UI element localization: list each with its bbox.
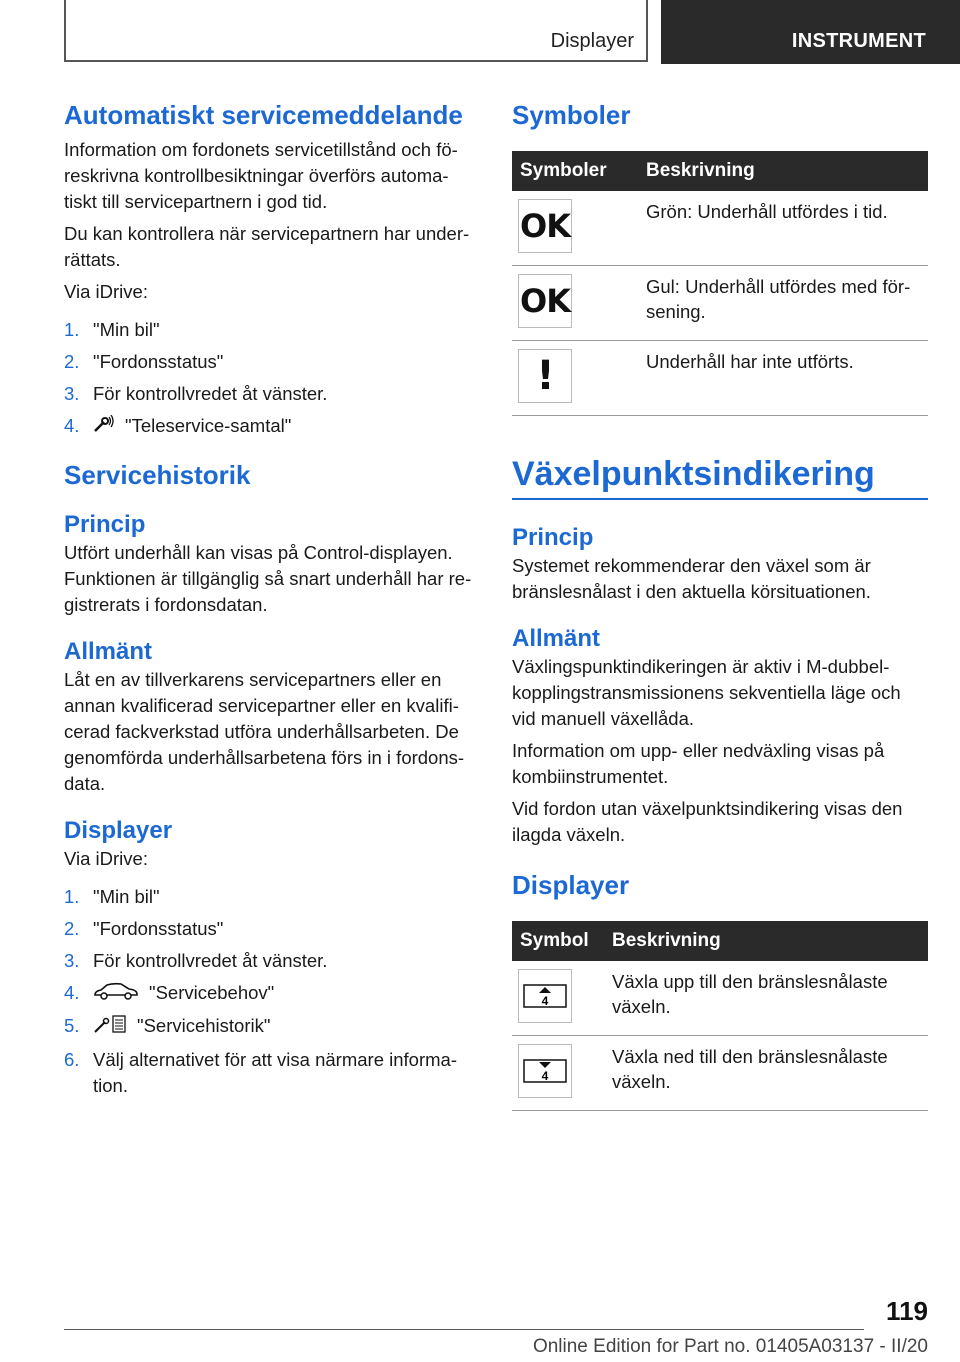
header-section-tab	[64, 0, 648, 62]
table-row: OK Grön: Underhåll utfördes i tid.	[512, 191, 928, 266]
right-column	[512, 100, 928, 1111]
left-column	[64, 100, 478, 1105]
para-via-idrive-2: Via iDrive:	[64, 847, 148, 869]
heading-service-history: Servicehistorik	[64, 460, 251, 491]
symbols-table	[512, 151, 928, 416]
footer-edition: Online Edition for Part no. 01405A03137 - II/20	[532, 1336, 928, 1357]
list-item: 4. "Servicebehov"	[64, 980, 478, 1007]
list-item: 2. "Fordonsstatus"	[64, 351, 224, 373]
table-row: 4 Växla ned till den bränslesnålaste växeln.	[512, 1036, 928, 1111]
wrench-phone-icon	[93, 414, 115, 440]
heading-allmant-right: Allmänt	[512, 625, 601, 653]
page-number: 119	[886, 1296, 928, 1326]
header-chapter-label: INSTRUMENT	[791, 30, 926, 52]
heading-allmant-left: Allmänt	[64, 638, 153, 666]
para-allmant-right-1: Växlingspunktindikeringen är aktiv i M-dubbel-kopplingstransmissionens sekventiella läge och vid manuell växellåda.	[512, 655, 901, 729]
car-icon	[93, 981, 139, 1007]
table-row: 4 Växla upp till den bränslesnålaste växeln.	[512, 961, 928, 1036]
list-item: 5. "Servicehistorik"	[64, 1013, 478, 1041]
para-auto-2: Du kan kontrollera när servicepartnern har under-rättats.	[64, 223, 470, 271]
ok-green-icon: OK	[518, 199, 572, 253]
header-chapter-tab	[661, 0, 960, 64]
col-header-description: Beskrivning	[638, 151, 928, 191]
list-item: 3. För kontrollvredet åt vänster.	[64, 383, 328, 405]
heading-princip-left: Princip	[64, 511, 146, 539]
ok-yellow-icon: OK	[518, 274, 572, 328]
heading-princip-right: Princip	[512, 524, 594, 552]
list-item: 3. För kontrollvredet åt vänster.	[64, 949, 328, 971]
svg-text:4: 4	[541, 1069, 549, 1084]
para-allmant-right-2: Information om upp- eller nedväxling visas på kombiinstrumentet.	[512, 739, 885, 787]
col-header-symbol: Symboler	[512, 151, 638, 191]
gear-down-icon	[518, 1044, 572, 1098]
table-row: OK Gul: Underhåll utfördes med för-sening.	[512, 266, 928, 341]
steps-list-1	[64, 317, 478, 440]
heading-gear-shift-indicator: Växelpunktsindikering	[512, 452, 928, 500]
col-header-symbol-2: Symbol	[512, 921, 604, 961]
svg-text:4: 4	[541, 994, 549, 1009]
para-allmant-right-3: Vid fordon utan växelpunktsindikering visas den ilagda växeln.	[512, 797, 903, 845]
list-item: 4. "Teleservice-samtal"	[64, 413, 478, 440]
heading-auto-service: Automatiskt servicemeddelande	[64, 100, 463, 130]
footer-divider	[64, 1329, 864, 1330]
list-item: 6. Välj alternativet för att visa närmare informa-tion.	[64, 1048, 457, 1096]
heading-displayer-left: Displayer	[64, 817, 173, 845]
gear-up-icon	[518, 969, 572, 1023]
heading-symboler: Symboler	[512, 100, 631, 130]
list-item: 1. "Min bil"	[64, 885, 160, 907]
para-princip-right: Systemet rekommenderar den växel som är bränslesnålast i den aktuella körsituationen.	[512, 555, 871, 603]
header-section-label: Displayer	[550, 30, 634, 52]
list-item: 1. "Min bil"	[64, 319, 160, 341]
col-header-description-2: Beskrivning	[604, 921, 928, 961]
list-item: 2. "Fordonsstatus"	[64, 917, 224, 939]
heading-displayer-right: Displayer	[512, 869, 630, 900]
exclamation-icon: !	[518, 349, 572, 403]
steps-list-2	[64, 884, 478, 1099]
para-princip-left: Utfört underhåll kan visas på Control-displayen. Funktionen är tillgänglig så snart underhåll har re-gistrerats i fordonsdatan.	[64, 542, 472, 616]
table-row: ! Underhåll har inte utförts.	[512, 341, 928, 416]
service-history-icon	[93, 1014, 127, 1041]
para-auto-1: Information om fordonets servicetillstånd och fö-reskrivna kontrollbesiktningar överförs automa-tiskt till servicepartnern i god tid.	[64, 139, 458, 213]
para-via-idrive-1: Via iDrive:	[64, 281, 148, 303]
gear-symbols-table	[512, 921, 928, 1111]
para-allmant-left: Låt en av tillverkarens servicepartners eller en annan kvalificerad servicepartner eller en kvalifi-cerad fackverkstad utföra underhållsarbeten. De genomförda underhållsarbetena förs in i fordons-data.	[64, 669, 465, 795]
